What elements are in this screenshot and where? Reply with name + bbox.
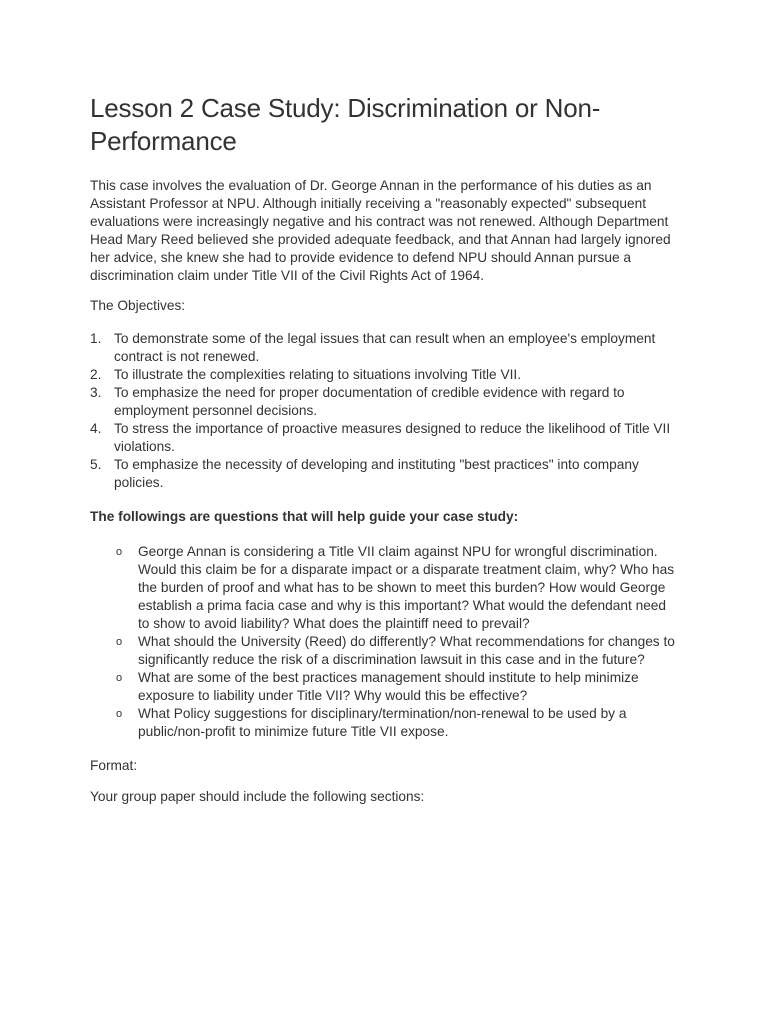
objective-item [90,330,680,366]
objective-text: To illustrate the complexities relating to situations involving Title VII. [114,367,522,382]
objectives-list [90,330,680,492]
objective-number: 3. [90,385,102,400]
objective-number: 4. [90,421,102,436]
question-text: What are some of the best practices management should institute to help minimize exposure to liability under Title VII? Why would this be effective? [138,670,639,703]
circle-bullet-icon: o [116,636,123,648]
objective-number: 2. [90,367,102,382]
objective-item [90,366,680,384]
question-item [116,543,680,633]
page-title: Lesson 2 Case Study: Discrimination or Non-Performance [90,93,601,156]
objective-text: To emphasize the necessity of developing and instituting "best practices" into company policies. [114,457,639,490]
objective-item [90,420,680,456]
question-item [116,669,680,705]
circle-bullet-icon: o [116,708,123,720]
document-page [90,92,680,806]
format-label: Format: [90,758,138,773]
objectives-label: The Objectives: [90,298,186,313]
objective-item [90,384,680,420]
objective-item [90,456,680,492]
question-item [116,633,680,669]
intro-paragraph: This case involves the evaluation of Dr. George Annan in the performance of his duties as an Assistant Professor at NPU. Although initially receiving a "reasonably expected" subsequent evaluations were increasingly negative and his contract was not renewed. Although Department Head Mary Reed believed she provided adequate feedback, and that Annan had largely ignored her advice, she knew she had to provide evidence to defend NPU should Annan pursue a discrimination claim under Title VII of the Civil Rights Act of 1964. [90,178,671,283]
question-text: What should the University (Reed) do differently? What recommendations for changes to significantly reduce the risk of a discrimination lawsuit in this case and in the future? [138,634,675,667]
objective-text: To emphasize the need for proper documentation of credible evidence with regard to employment personnel decisions. [114,385,625,418]
objective-number: 5. [90,457,102,472]
circle-bullet-icon: o [116,672,123,684]
questions-list [90,543,680,741]
question-text: George Annan is considering a Title VII claim against NPU for wrongful discrimination. Would this claim be for a disparate impact or a disparate treatment claim, why? Who has the burden of proof and what has to be shown to meet this burden? How would George establish a prima facia case and why is this important? What would the defendant need to show to avoid liability? What does the plaintiff need to prevail? [138,544,675,631]
sections-intro: Your group paper should include the following sections: [90,789,425,804]
question-text: What Policy suggestions for disciplinary/termination/non-renewal to be used by a public/non-profit to minimize future Title VII expose. [138,706,627,739]
circle-bullet-icon: o [116,546,123,558]
objective-text: To stress the importance of proactive measures designed to reduce the likelihood of Title VII violations. [114,421,671,454]
question-item [116,705,680,741]
questions-heading: The followings are questions that will help guide your case study: [90,509,519,524]
objective-text: To demonstrate some of the legal issues that can result when an employee's employment contract is not renewed. [114,331,656,364]
objective-number: 1. [90,331,102,346]
